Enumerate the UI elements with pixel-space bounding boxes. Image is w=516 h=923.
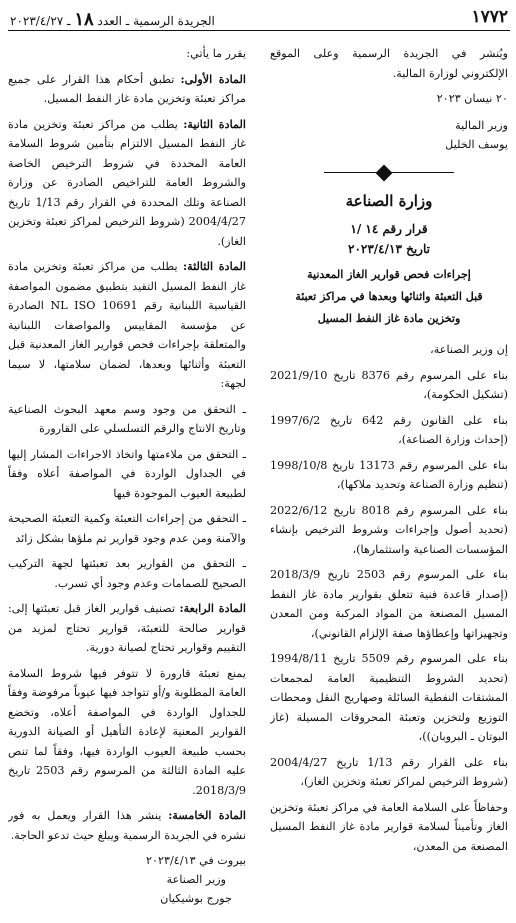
- article-1: [8, 70, 246, 109]
- citation: بناء على القرار رقم 1/13 تاريخ 2004/4/27 (شروط الترخيص لمراكز تعبئة وتخزين الغاز)،: [270, 755, 508, 788]
- page-number: ١٧٧٢: [471, 7, 508, 27]
- bullet-item: ـ التحقق من ملاءمتها واتخاذ الاجراءات المشار إليها في الجداول الواردة في المواصفة أعلاه وفقاً لطبيعة العيوب الموجودة فيها: [8, 447, 246, 500]
- paragraph: يمنع تعبئة قارورة لا تتوفر فيها شروط السلامة العامة المطلوبة و/أو تتواجد فيها عيوباً مرفوضة وفقاً للجداول الواردة في المواصفة أعلاه، وتخضع القوارير المعنية لإعادة التأهيل أو الصيانة الدورية بحسب طبيعة العيوب الواردة فيها، وفقاً لما تنص عليه المادة الثالثة من المرسوم رقم 2503 تاريخ 2018/3/9.: [8, 666, 246, 797]
- gazette-title: [10, 9, 215, 30]
- decision-subject: [270, 264, 508, 330]
- article-text: ينشر هذا القرار ويعمل به فور نشره في الجريدة الرسمية ويبلغ حيث تدعو الحاجة.: [8, 809, 246, 842]
- article-text: تطبق أحكام هذا القرار على جميع مراكز تعبئة وتخزين مادة غاز النفط المسيل.: [8, 72, 246, 105]
- article-title: المادة الرابعة:: [179, 601, 246, 615]
- ministry-heading: وزارة الصناعة: [345, 192, 433, 210]
- gazette-name: الجريدة الرسمية ـ العدد: [97, 14, 215, 28]
- article-title: المادة الثانية:: [183, 116, 246, 131]
- citation: بناء على المرسوم رقم 5509 تاريخ 1994/8/11 (تحديد الشروط التنظيمية العامة لمجمعات المشتقات النفطية السائلة وصهاريج النقل ومحطات التوزيع ولتخزين وتعبئة المحروقات المسيلة (غاز البوتان ـ البروبان))،: [270, 652, 508, 743]
- paragraph: يقرر ما يأتي:: [186, 47, 246, 60]
- bullet-item: ـ التحقق من وجود وسم معهد البحوث الصناعية وتاريخ الانتاج والرقم التسلسلي على القارورة: [8, 402, 246, 435]
- citation: بناء على المرسوم رقم 8018 تاريخ 2022/6/12 (تحديد أصول وإجراءات وشروط الترخيص بإنشاء المؤسسات الصناعية واستثمارها)،: [270, 503, 508, 556]
- decision-date: تاريخ ٢٠٢٣/٤/١٣: [348, 242, 430, 256]
- article-title: المادة الثالثة:: [182, 259, 246, 273]
- article-5: [8, 806, 246, 845]
- signatory-name: جورج بوشيكيان: [160, 892, 232, 905]
- paragraph: إن وزير الصناعة،: [430, 343, 508, 356]
- citation: بناء على المرسوم رقم 8376 تاريخ 2021/9/10 (تشكيل الحكومة)،: [270, 368, 508, 401]
- article-text: يطلب من مراكز تعبئة وتخزين مادة غاز النفط المسيل الالتزام بتأمين شروط السلامة العامة المحددة في شروط الترخيص الخاصة والشروط العامة للتراخيص الصادرة عن وزارة الصناعة وتلك المحددة في القرار رقم 1/13 تاريخ 2004/4/27 (شروط الترخيص لمراكز تعبئة وتخزين الغاز).: [8, 117, 246, 248]
- subject-line: قبل التعبئة واثنائها وبعدها في مراكز تعبئة: [295, 290, 483, 303]
- issue-number: ١٨: [74, 9, 94, 30]
- subject-line: إجراءات فحص قوارير الغاز المعدنية: [307, 268, 471, 281]
- left-column: [8, 44, 246, 919]
- issue-date: ـ ٢٠٢٣/٤/٢٧: [10, 14, 71, 28]
- article-text: تصنيف قوارير الغاز قبل تعبئتها إلى: قوارير صالحة للتعبئة، قوارير تحتاج لمزيد من التقييم وقوارير تحتاج لصيانة دورية.: [8, 602, 246, 654]
- right-column: [270, 44, 508, 919]
- article-4: [8, 599, 246, 658]
- article-title: المادة الخامسة:: [168, 808, 246, 822]
- bullet-item: ـ التحقق من إجراءات التعبئة وكمية التعبئة الصحيحة والآمنة ومن عدم وجود قوارير تم ملؤها بشكل زائد: [8, 512, 246, 545]
- citation: بناء على القانون رقم 642 تاريخ 1997/6/2 (إحداث وزارة الصناعة)،: [270, 413, 508, 446]
- signatory-name: يوسف الخليل: [445, 138, 508, 151]
- article-text: يطلب من مراكز تعبئة وتخزين مادة غاز النفط المسيل التقيد بتطبيق مضمون المواصفة القياسية اللبنانية رقم NL ISO 10691 الصادرة عن مؤسسة المقاييس والمواصفات اللبنانية والمتعلقة بإجراءات فحص قوارير الغاز المعدنية قبل التعبئة وأثنائها وبعدها، لضمان سلامتها، لا سيما لجهة:: [8, 260, 246, 390]
- citation: وحفاظاً على السلامة العامة في مراكز تعبئة وتخزين الغاز وتأميناً لسلامة قوارير مادة غاز النفط المسيل المصنعة من المعدن،: [270, 800, 508, 853]
- page-header: [8, 6, 510, 31]
- article-2: [8, 115, 246, 252]
- place-date: بيروت في ٢٠٢٣/٤/١٣: [146, 854, 246, 867]
- signature-date: ٢٠ نيسان ٢٠٢٣: [436, 92, 508, 105]
- decision-number: قرار رقم ١٤ /١: [350, 222, 428, 236]
- signatory-title: وزير المالية: [455, 119, 508, 132]
- article-3: [8, 257, 246, 394]
- signatory-title: وزير الصناعة: [166, 873, 226, 886]
- subject-line: وتخزين مادة غاز النفط المسيل: [317, 312, 461, 325]
- citation: بناء على المرسوم رقم 13173 تاريخ 1998/10/8 (تنظيم وزارة الصناعة وتحديد ملاكها)،: [270, 458, 508, 491]
- citation: بناء على المرسوم رقم 2503 تاريخ 2018/3/9 (إصدار قاعدة فنية تتعلق بقوارير مادة غاز النفط المسيل المصنعة من المواد المركبة ومن المعدن وتجهيزاتها وإعطاؤها صفة الإلزام القانوني)،: [270, 568, 508, 640]
- paragraph: ويُنشر في الجريدة الرسمية وعلى الموقع الإلكتروني لوزارة المالية.: [270, 47, 508, 80]
- bullet-item: ـ التحقق من القوارير بعد تعبئتها لجهة التركيب الصحيح للصمامات وعدم وجود أي تسرب.: [8, 557, 246, 590]
- section-divider: [324, 166, 454, 180]
- article-title: المادة الأولى:: [180, 71, 246, 86]
